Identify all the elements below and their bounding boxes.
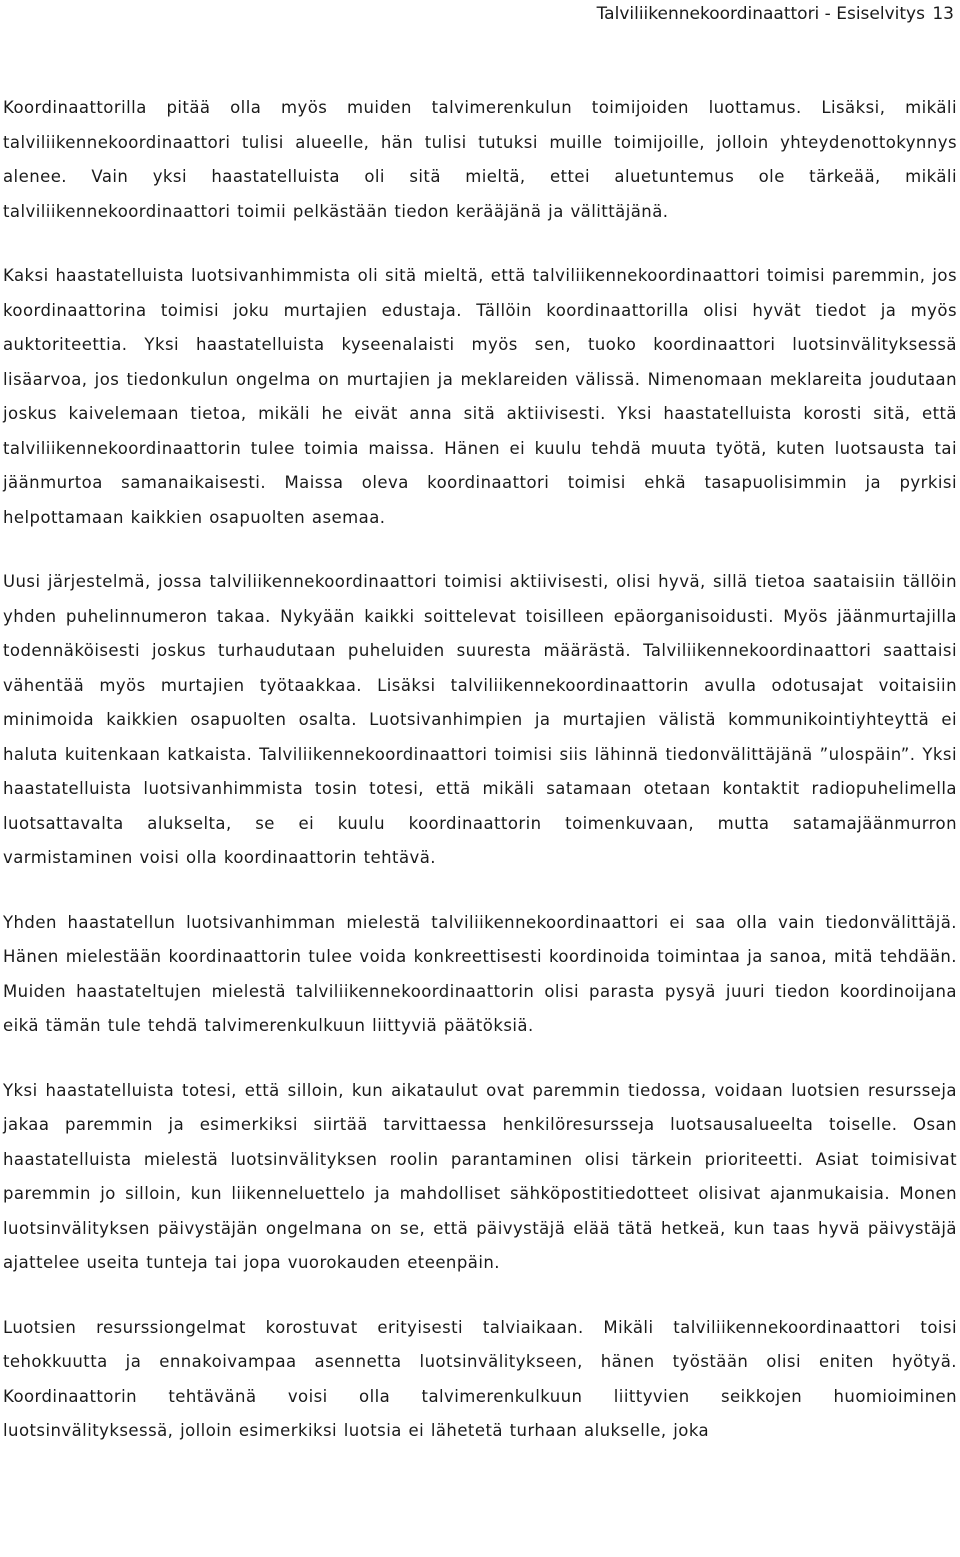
paragraph-5: Yksi haastatelluista totesi, että silloin, kun aikataulut ovat paremmin tiedossa, voidaan luotsien resursseja jakaa paremmin ja esimerkiksi siirtää tarvittaessa henkilöresursseja luotsausalueelta toiselle. Osan haastatelluista mielestä luotsinvälityksen roolin parantaminen olisi tärkein prioriteetti. Asiat toimisivat paremmin jo silloin, kun liikenneluettelo ja mahdolliset sähköpostitiedotteet olisivat ajanmukaisia. Monen luotsinvälityksen päivystäjän ongelmana on se, että päivystäjä elää tätä hetkeä, kun taas hyvä päivystäjä ajattelee useita tunteja tai jopa vuorokauden eteenpäin. <box>3 1080 957 1272</box>
paragraph-1: Koordinaattorilla pitää olla myös muiden talvimerenkulun toimijoiden luottamus. Lisäksi, mikäli talviliikennekoordinaattori tulisi alueelle, hän tulisi tutuksi muille toimijoille, jolloin yhteydenottokynnys alenee. Vain yksi haastatelluista oli sitä mieltä, ettei aluetuntemus ole tärkeää, mikäli talviliikennekoordinaattori toimii pelkästään tiedon kerääjänä ja välittäjänä. <box>3 98 957 221</box>
header-title: Talviliikennekoordinaattori - Esiselvitys <box>596 4 925 24</box>
page-header <box>597 4 954 24</box>
page-number: 13 <box>932 4 954 24</box>
body-text <box>3 91 957 1479</box>
paragraph-4: Yhden haastatellun luotsivanhimman mielestä talviliikennekoordinaattori ei saa olla vain tiedonvälittäjä. Hänen mielestään koordinaattorin tulee voida konkreettisesti koordinoida toimintaa ja sanoa, mitä tehdään. Muiden haastateltujen mielestä talviliikennekoordinaattorin olisi parasta pysyä juuri tiedon koordinoijana eikä tämän tule tehdä talvimerenkulkuun liittyviä päätöksiä. <box>3 912 957 1035</box>
paragraph-6: Luotsien resurssiongelmat korostuvat erityisesti talviaikaan. Mikäli talviliikennekoordinaattori toisi tehokkuutta ja ennakoivampaa asennetta luotsinvälitykseen, hänen työstään olisi eniten hyötyä. Koordinaattorin tehtävänä voisi olla talvimerenkulkuun liittyvien seikkojen huomioiminen luotsinvälityksessä, jolloin esimerkiksi luotsia ei lähetetä turhaan alukselle, joka <box>3 1317 957 1440</box>
paragraph-2: Kaksi haastatelluista luotsivanhimmista oli sitä mieltä, että talviliikennekoordinaattori toimisi paremmin, jos koordinaattorina toimisi joku murtajien edustaja. Tällöin koordinaattorilla olisi hyvät tiedot ja myös auktoriteettia. Yksi haastatelluista kyseenalaisti myös sen, tuoko koordinaattori luotsinvälityksessä lisäarvoa, jos tiedonkulun ongelma on murtajien ja meklareiden välissä. Nimenomaan meklareita joudutaan joskus kaivelemaan tietoa, mikäli he eivät anna sitä aktiivisesti. Yksi haastatelluista korosti sitä, että talviliikennekoordinaattorin tulee toimia maissa. Hänen ei kuulu tehdä muuta työtä, kuten luotsausta tai jäänmurtoa samanaikaisesti. Maissa oleva koordinaattori toimisi ehkä tasapuolisimmin ja pyrkisi helpottamaan kaikkien osapuolten asemaa. <box>3 266 957 527</box>
paragraph-3: Uusi järjestelmä, jossa talviliikennekoordinaattori toimisi aktiivisesti, olisi hyvä, sillä tietoa saataisiin tällöin yhden puhelinnumeron takaa. Nykyään kaikki soittelevat toisilleen epäorganisoidusti. Myös jäänmurtajilla todennäköisesti joskus turhaudutaan puheluiden suuresta määrästä. Talviliikennekoordinaattori saattaisi vähentää myös murtajien työtaakkaa. Lisäksi talviliikennekoordinaattorin avulla odotusajat voitaisiin minimoida kaikkien osapuolten osalta. Luotsivanhimpien ja murtajien välistä kommunikointiyhteyttä ei haluta kuitenkaan katkaista. Talviliikennekoordinaattori toimisi siis lähinnä tiedonvälittäjänä ”ulospäin”. Yksi haastatelluista luotsivanhimmista tosin totesi, että mikäli satamaan otetaan kontaktit radiopuhelimella luotsattavalta alukselta, se ei kuulu koordinaattorin toimenkuvaan, mutta satamajäänmurron varmistaminen voisi olla koordinaattorin tehtävä. <box>3 572 957 867</box>
